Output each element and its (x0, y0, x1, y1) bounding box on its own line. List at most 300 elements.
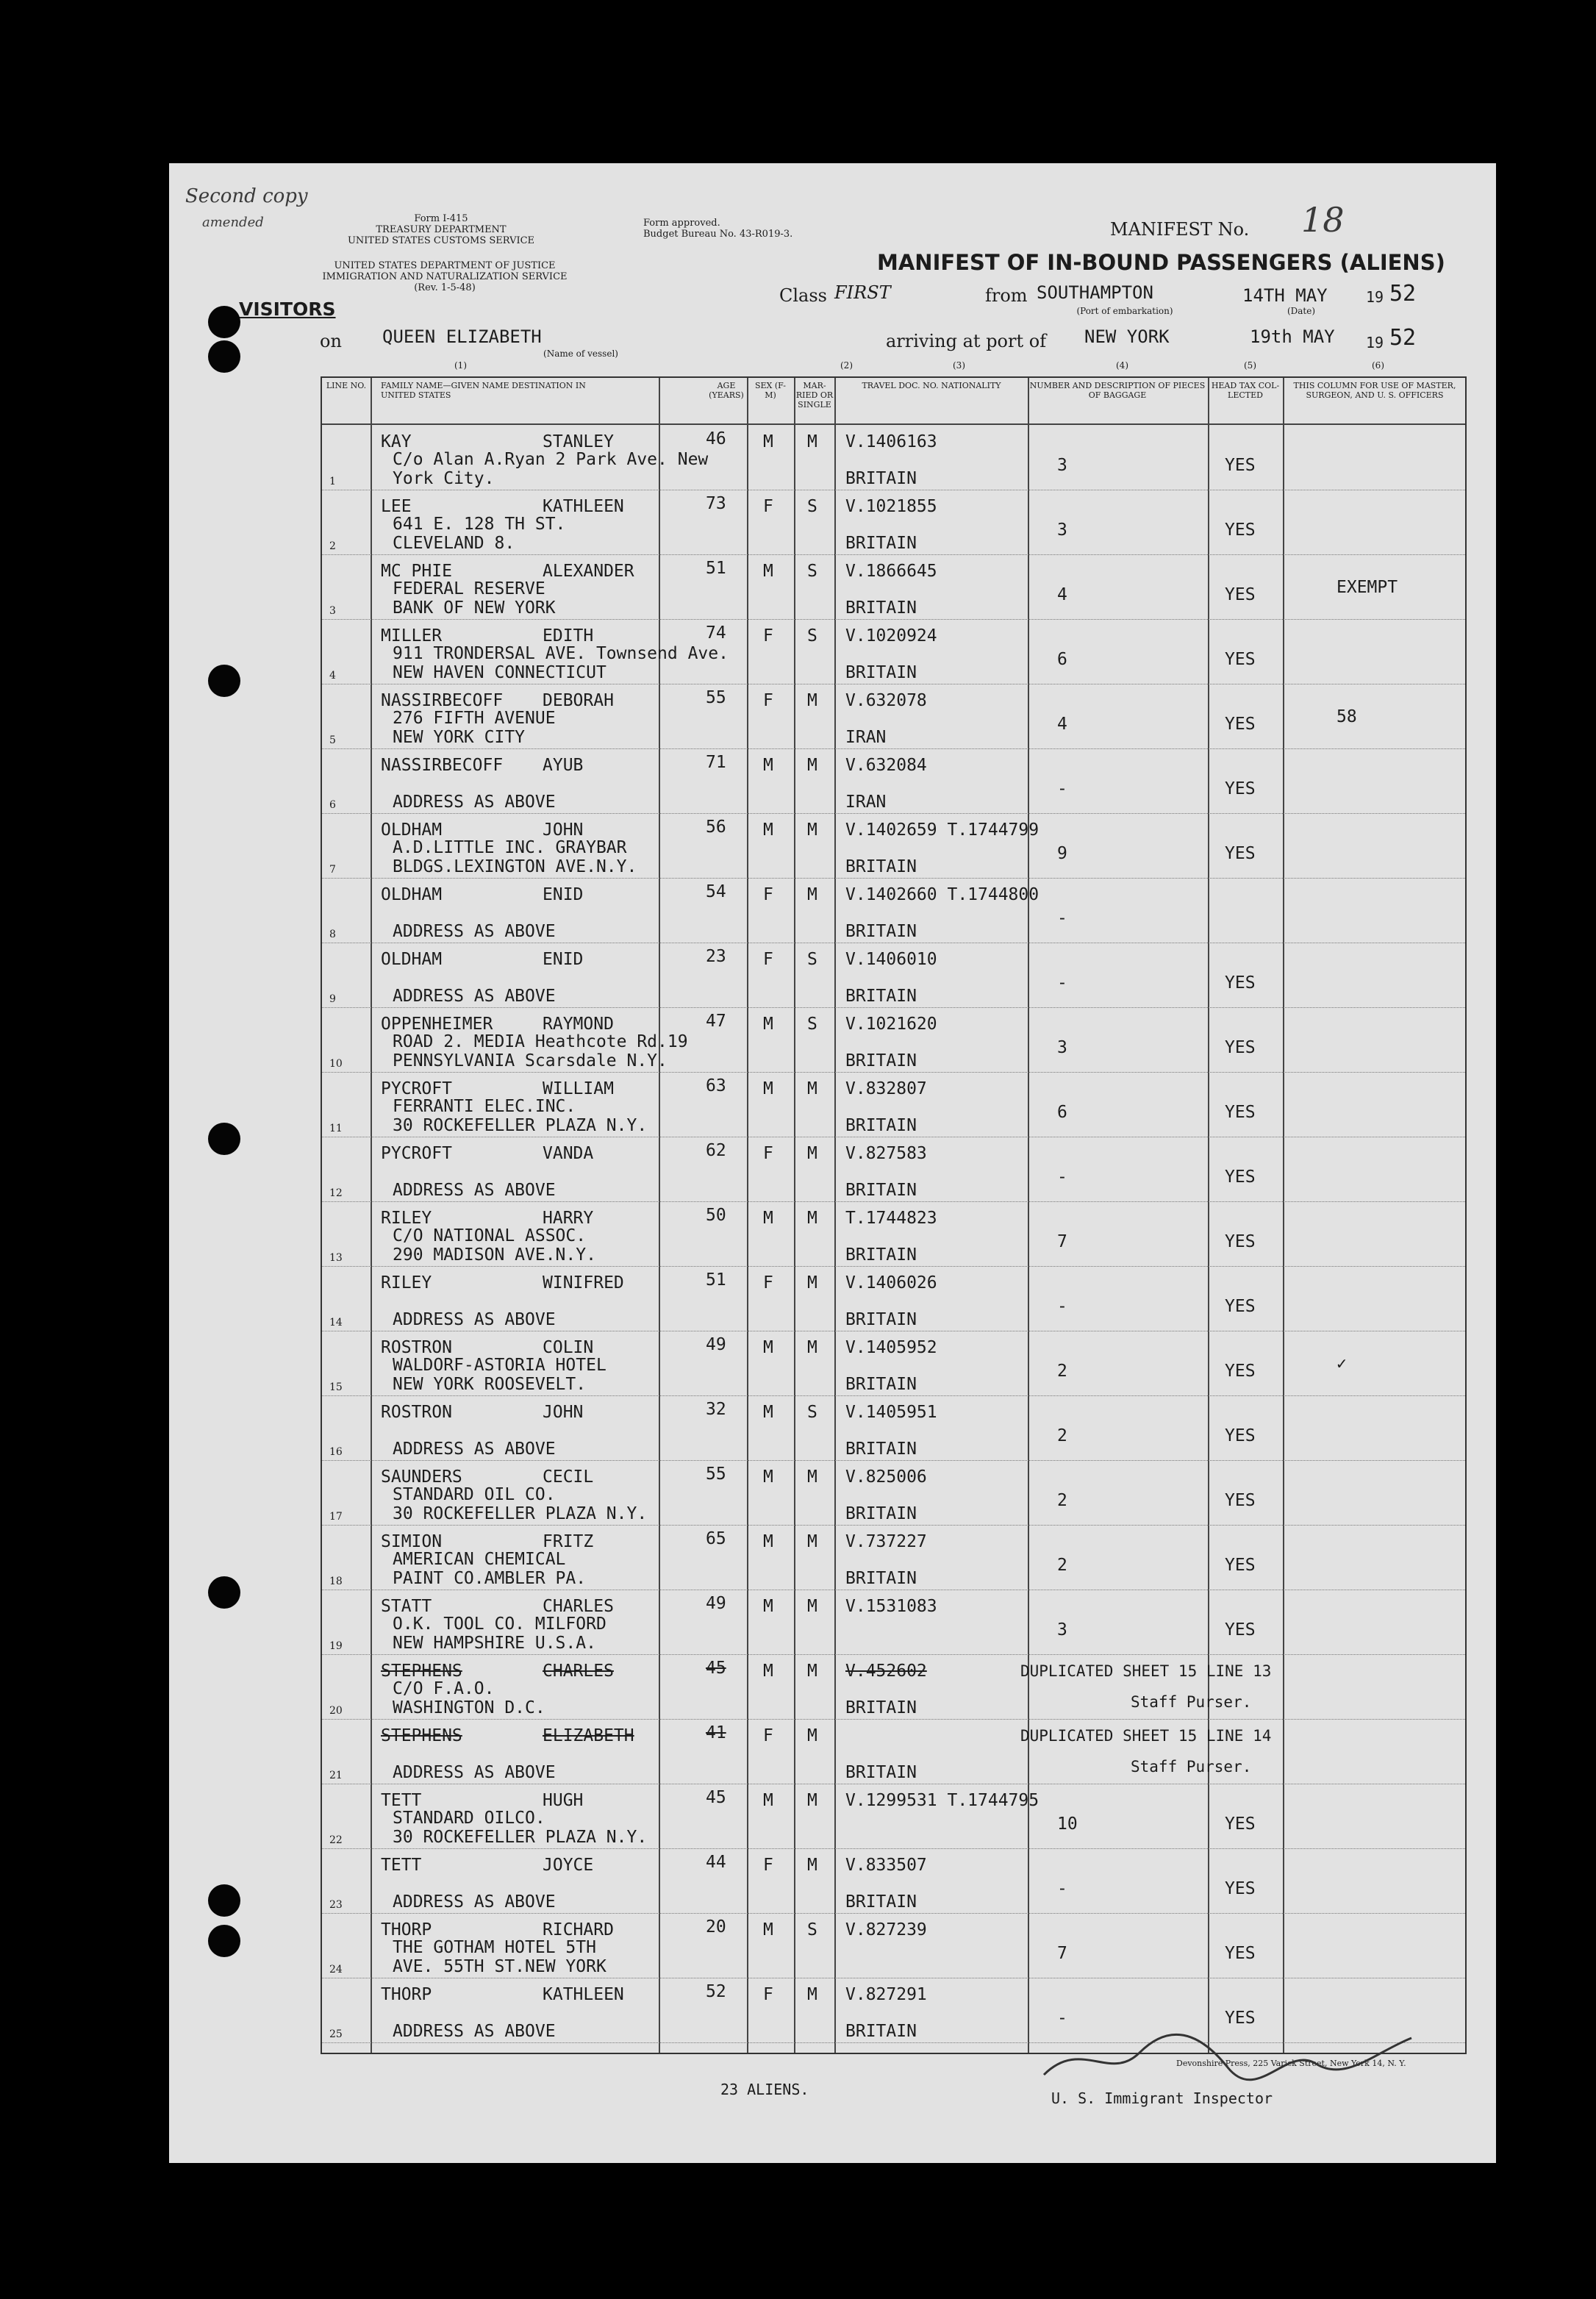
travel-doc: V.1020924 (845, 626, 937, 646)
family-name: LEE (381, 497, 412, 516)
line-number: 21 (329, 1770, 343, 1781)
port-arrival: NEW YORK (1084, 326, 1170, 347)
sex: F (763, 1726, 773, 1745)
table-row (322, 944, 1465, 1008)
table-row (322, 879, 1465, 943)
manifest-title: MANIFEST OF IN-BOUND PASSENGERS (ALIENS) (877, 250, 1445, 275)
nationality: BRITAIN (845, 1051, 917, 1070)
baggage: 2 (1057, 1556, 1067, 1575)
family-name: STEPHENS (381, 1726, 462, 1745)
age: 51 (706, 1270, 726, 1290)
treasury-dept: TREASURY DEPARTMENT (376, 224, 507, 235)
vessel-name: QUEEN ELIZABETH (382, 326, 542, 347)
given-name: ENID (543, 950, 584, 969)
baggage: - (1057, 1879, 1067, 1898)
line-number: 18 (329, 1576, 343, 1587)
row-separator (322, 748, 1465, 749)
header-baggage: NUMBER AND DESCRIPTION OF PIECES OF BAGGAGE (1029, 381, 1206, 400)
baggage: 3 (1057, 1038, 1067, 1057)
line-number: 12 (329, 1187, 343, 1199)
family-name: MC PHIE (381, 562, 452, 581)
col-num-3: (3) (953, 360, 965, 371)
row-separator (322, 554, 1465, 555)
baggage: 4 (1057, 715, 1067, 734)
line-number: 17 (329, 1511, 343, 1523)
baggage: 4 (1057, 585, 1067, 604)
destination-line-2: ADDRESS AS ABOVE (393, 1763, 556, 1782)
destination-line-2: NEW HAMPSHIRE U.S.A. (393, 1634, 596, 1653)
baggage: 3 (1057, 521, 1067, 540)
sex: M (763, 1338, 773, 1357)
head-tax: YES (1225, 973, 1256, 993)
baggage: 2 (1057, 1426, 1067, 1445)
marital-status: M (807, 1338, 817, 1357)
punch-hole (208, 1576, 240, 1609)
head-tax: YES (1225, 1814, 1256, 1834)
destination-line-1: A.D.LITTLE INC. GRAYBAR (393, 838, 627, 857)
row-separator (322, 1072, 1465, 1073)
marital-status: M (807, 1726, 817, 1745)
nationality: BRITAIN (845, 922, 917, 941)
justice-block (316, 260, 573, 293)
marital-status: M (807, 1662, 817, 1681)
given-name: VANDA (543, 1144, 594, 1163)
sex: M (763, 1209, 773, 1228)
destination-line-2: ADDRESS AS ABOVE (393, 987, 556, 1006)
sex: F (763, 691, 773, 710)
row-separator (322, 1525, 1465, 1526)
marital-status: S (807, 562, 817, 581)
nationality: BRITAIN (845, 1375, 917, 1394)
nationality: BRITAIN (845, 857, 917, 876)
given-name: CHARLES (543, 1662, 614, 1681)
punch-hole (208, 306, 240, 338)
given-name: CECIL (543, 1467, 594, 1487)
row-separator (322, 1719, 1465, 1720)
family-name: OLDHAM (381, 885, 443, 904)
from-label: from (985, 285, 1028, 306)
nationality: BRITAIN (845, 469, 917, 488)
punch-hole (208, 1925, 240, 1957)
table-row (322, 1591, 1465, 1655)
header-headtax: HEAD TAX COL-LECTED (1211, 381, 1280, 400)
travel-doc: V.1405951 (845, 1403, 937, 1422)
travel-doc: V.827239 (845, 1920, 927, 1939)
marital-status: S (807, 1920, 817, 1939)
header-officers: THIS COLUMN FOR USE OF MASTER, SURGEON, AND U. S. OFFICERS (1293, 381, 1456, 400)
head-tax: YES (1225, 1879, 1256, 1898)
family-name: KAY (381, 432, 412, 451)
given-name: DEBORAH (543, 691, 614, 710)
given-name: ELIZABETH (543, 1726, 634, 1745)
given-name: EDITH (543, 626, 594, 646)
age: 45 (706, 1659, 726, 1678)
age: 54 (706, 882, 726, 901)
row-separator (322, 813, 1465, 814)
baggage: - (1057, 1297, 1067, 1316)
age: 50 (706, 1206, 726, 1225)
travel-doc: V.832807 (845, 1079, 927, 1098)
line-number: 5 (329, 734, 336, 746)
baggage: 6 (1057, 1103, 1067, 1122)
baggage: 10 (1057, 1814, 1078, 1834)
sex: F (763, 950, 773, 969)
nationality: BRITAIN (845, 1569, 917, 1588)
line-number: 14 (329, 1317, 343, 1329)
sex: F (763, 626, 773, 646)
sex: M (763, 1791, 773, 1810)
head-tax: YES (1225, 1297, 1256, 1316)
given-name: RAYMOND (543, 1015, 614, 1034)
age: 46 (706, 429, 726, 448)
nationality: BRITAIN (845, 1504, 917, 1523)
line-number: 4 (329, 670, 336, 682)
travel-doc: V.1402659 T.1744799 (845, 820, 1039, 840)
year-prefix-2: 19 (1366, 334, 1384, 351)
destination-line-2: WASHINGTON D.C. (393, 1698, 545, 1717)
age: 74 (706, 623, 726, 643)
baggage: - (1057, 2009, 1067, 2028)
line-number: 1 (329, 476, 336, 487)
table-row (322, 1073, 1465, 1137)
family-name: NASSIRBECOFF (381, 691, 504, 710)
age: 45 (706, 1788, 726, 1807)
line-number: 2 (329, 540, 336, 552)
sex: F (763, 885, 773, 904)
baggage: DUPLICATED SHEET 15 LINE 13 (1020, 1662, 1272, 1680)
inspector-caption: U. S. Immigrant Inspector (1051, 2089, 1273, 2107)
row-separator (322, 1266, 1465, 1267)
baggage: - (1057, 973, 1067, 993)
destination-line-2: PAINT CO.AMBLER PA. (393, 1569, 587, 1588)
destination-line-2: BLDGS.LEXINGTON AVE.N.Y. (393, 857, 637, 876)
justice-dept: UNITED STATES DEPARTMENT OF JUSTICE (334, 260, 556, 271)
family-name: RILEY (381, 1273, 432, 1292)
date-embarkation: 14TH MAY (1242, 285, 1328, 306)
date-arrival: 19th MAY (1250, 326, 1335, 347)
head-tax: YES (1225, 1362, 1256, 1381)
year-suffix-2: 52 (1389, 325, 1417, 351)
officer-note: EXEMPT (1336, 578, 1398, 597)
header-rule (322, 423, 1465, 425)
marital-status: S (807, 1403, 817, 1422)
sex: F (763, 1856, 773, 1875)
marital-status: M (807, 1856, 817, 1875)
given-name: KATHLEEN (543, 1985, 624, 2004)
line-number: 24 (329, 1964, 343, 1976)
family-name: THORP (381, 1985, 432, 2004)
col-num-4: (4) (1116, 360, 1128, 371)
destination-line-1: C/O F.A.O. (393, 1679, 495, 1698)
line-number: 19 (329, 1640, 343, 1652)
destination-line-2: NEW HAVEN CONNECTICUT (393, 663, 606, 682)
travel-doc: V.1531083 (845, 1597, 937, 1616)
row-separator (322, 878, 1465, 879)
line-number: 3 (329, 605, 336, 617)
amended-note: amended (202, 215, 264, 230)
destination-line-2: NEW YORK ROOSEVELT. (393, 1375, 587, 1394)
given-name: HUGH (543, 1791, 584, 1810)
age: 32 (706, 1400, 726, 1419)
head-tax: Staff Purser. (1131, 1693, 1252, 1711)
col-num-1: (1) (454, 360, 467, 371)
form-block (338, 213, 544, 246)
col-num-2: (2) (840, 360, 853, 371)
travel-doc: V.825006 (845, 1467, 927, 1487)
row-separator (322, 1913, 1465, 1914)
destination-line-2: ADDRESS AS ABOVE (393, 922, 556, 941)
destination-line-1: STANDARD OIL CO. (393, 1485, 556, 1504)
family-name: SAUNDERS (381, 1467, 462, 1487)
family-name: THORP (381, 1920, 432, 1939)
destination-line-1: O.K. TOOL CO. MILFORD (393, 1615, 606, 1634)
header-name: FAMILY NAME—GIVEN NAME DESTINATION IN UNITED STATES (381, 381, 586, 400)
destination-line-2: ADDRESS AS ABOVE (393, 1892, 556, 1912)
age: 63 (706, 1076, 726, 1095)
marital-status: M (807, 1209, 817, 1228)
destination-line-2: NEW YORK CITY (393, 728, 526, 747)
nationality: BRITAIN (845, 1310, 917, 1329)
nationality: IRAN (845, 728, 887, 747)
table-row (322, 1009, 1465, 1073)
line-number: 15 (329, 1381, 343, 1393)
family-name: OLDHAM (381, 950, 443, 969)
given-name: ALEXANDER (543, 562, 634, 581)
printer-credit: Devonshire Press, 225 Varick Street, New York 14, N. Y. (1176, 2059, 1406, 2068)
nationality: BRITAIN (845, 1245, 917, 1265)
table-row (322, 556, 1465, 620)
table-row (322, 685, 1465, 749)
family-name: MILLER (381, 626, 443, 646)
travel-doc: V.737227 (845, 1532, 927, 1551)
destination-line-1: FERRANTI ELEC.INC. (393, 1097, 576, 1116)
destination-line-2: BANK OF NEW YORK (393, 598, 556, 618)
nationality: IRAN (845, 793, 887, 812)
date-caption: (Date) (1287, 306, 1316, 316)
given-name: AYUB (543, 756, 584, 775)
punch-hole (208, 1884, 240, 1917)
destination-line-1: FEDERAL RESERVE (393, 579, 545, 598)
punch-hole (208, 665, 240, 697)
family-name: RILEY (381, 1209, 432, 1228)
manifest-label: MANIFEST No. (1110, 219, 1250, 240)
table-row (322, 1397, 1465, 1461)
head-tax: YES (1225, 844, 1256, 863)
marital-status: S (807, 497, 817, 516)
port-embarkation: SOUTHAMPTON (1037, 282, 1153, 303)
head-tax: YES (1225, 1103, 1256, 1122)
marital-status: M (807, 820, 817, 840)
destination-line-1: C/O NATIONAL ASSOC. (393, 1226, 587, 1245)
nationality: BRITAIN (845, 1440, 917, 1459)
age: 56 (706, 818, 726, 837)
age: 55 (706, 688, 726, 707)
manifest-page (169, 163, 1496, 2163)
destination-line-2: ADDRESS AS ABOVE (393, 1181, 556, 1200)
form-approved: Form approved. (643, 218, 720, 229)
vessel-caption: (Name of vessel) (543, 348, 618, 359)
marital-status: M (807, 1079, 817, 1098)
given-name: JOYCE (543, 1856, 594, 1875)
header-line: LINE NO. (326, 381, 367, 390)
row-separator (322, 1460, 1465, 1461)
family-name: OLDHAM (381, 820, 443, 840)
given-name: JOHN (543, 820, 584, 840)
baggage: 7 (1057, 1232, 1067, 1251)
travel-doc: V.1866645 (845, 562, 937, 581)
destination-line-2: ADDRESS AS ABOVE (393, 1440, 556, 1459)
family-name: PYCROFT (381, 1079, 452, 1098)
baggage: 7 (1057, 1944, 1067, 1963)
destination-line-2: ADDRESS AS ABOVE (393, 2022, 556, 2041)
given-name: WINIFRED (543, 1273, 624, 1292)
given-name: CHARLES (543, 1597, 614, 1616)
age: 49 (706, 1335, 726, 1354)
given-name: COLIN (543, 1338, 594, 1357)
destination-line-2: 30 ROCKEFELLER PLAZA N.Y. (393, 1116, 648, 1135)
customs-service: UNITED STATES CUSTOMS SERVICE (347, 235, 535, 246)
sex: M (763, 1597, 773, 1616)
year-prefix-1: 19 (1366, 288, 1384, 306)
given-name: ENID (543, 885, 584, 904)
row-separator (322, 1848, 1465, 1849)
budget-bureau: Budget Bureau No. 43-R019-3. (643, 229, 793, 240)
table-row (322, 621, 1465, 684)
age: 62 (706, 1141, 726, 1160)
baggage: 3 (1057, 1620, 1067, 1640)
head-tax: YES (1225, 2009, 1256, 2028)
marital-status: M (807, 1791, 817, 1810)
sex: M (763, 756, 773, 775)
row-separator (322, 619, 1465, 620)
destination-line-1: THE GOTHAM HOTEL 5TH (393, 1938, 596, 1957)
age: 20 (706, 1917, 726, 1937)
travel-doc: V.632084 (845, 756, 927, 775)
travel-doc: V.827583 (845, 1144, 927, 1163)
sex: F (763, 497, 773, 516)
table-row (322, 815, 1465, 879)
sex: M (763, 1403, 773, 1422)
age: 44 (706, 1853, 726, 1872)
age: 55 (706, 1465, 726, 1484)
marital-status: S (807, 1015, 817, 1034)
line-number: 20 (329, 1705, 343, 1717)
line-number: 13 (329, 1252, 343, 1264)
sex: F (763, 1273, 773, 1292)
row-separator (322, 1007, 1465, 1008)
destination-line-2: 290 MADISON AVE.N.Y. (393, 1245, 596, 1265)
travel-doc: T.1744823 (845, 1209, 937, 1228)
col-num-6: (6) (1372, 360, 1384, 371)
nationality: BRITAIN (845, 598, 917, 618)
baggage: - (1057, 1168, 1067, 1187)
sex: M (763, 1532, 773, 1551)
nationality: BRITAIN (845, 987, 917, 1006)
baggage: 2 (1057, 1491, 1067, 1510)
head-tax: YES (1225, 1038, 1256, 1057)
family-name: ROSTRON (381, 1403, 452, 1422)
table-row (322, 750, 1465, 814)
family-name: SIMION (381, 1532, 443, 1551)
destination-line-1: 911 TRONDERSAL AVE. Townsend Ave. (393, 644, 729, 663)
nationality: BRITAIN (845, 1181, 917, 1200)
destination-line-1: AMERICAN CHEMICAL (393, 1550, 566, 1569)
class-label: Class (779, 285, 827, 306)
table-row (322, 1914, 1465, 1978)
travel-doc: V.833507 (845, 1856, 927, 1875)
destination-line-2: ADDRESS AS ABOVE (393, 1310, 556, 1329)
line-number: 22 (329, 1834, 343, 1846)
given-name: STANLEY (543, 432, 614, 451)
baggage: 3 (1057, 456, 1067, 475)
age: 23 (706, 947, 726, 966)
inspector-signature (1037, 2023, 1419, 2089)
head-tax: YES (1225, 521, 1256, 540)
header-travel: TRAVEL DOC. NO. NATIONALITY (862, 381, 1001, 390)
arriving-label: arriving at port of (886, 331, 1047, 351)
travel-doc: V.452602 (845, 1662, 927, 1681)
baggage: 9 (1057, 844, 1067, 863)
line-number: 23 (329, 1899, 343, 1911)
table-row (322, 1656, 1465, 1720)
given-name: HARRY (543, 1209, 594, 1228)
table-row (322, 1462, 1465, 1526)
travel-doc: V.1406163 (845, 432, 937, 451)
officer-note: ✓ (1336, 1354, 1347, 1373)
destination-line-1: 276 FIFTH AVENUE (393, 709, 556, 728)
head-tax: YES (1225, 779, 1256, 798)
approval-block (643, 218, 792, 240)
table-row (322, 1785, 1465, 1849)
nationality: BRITAIN (845, 1116, 917, 1135)
head-tax: YES (1225, 1944, 1256, 1963)
given-name: JOHN (543, 1403, 584, 1422)
travel-doc: V.632078 (845, 691, 927, 710)
line-number: 11 (329, 1123, 343, 1134)
age: 71 (706, 753, 726, 772)
line-number: 8 (329, 929, 336, 940)
year-suffix-1: 52 (1389, 281, 1417, 307)
marital-status: M (807, 1532, 817, 1551)
head-tax: YES (1225, 1426, 1256, 1445)
given-name: FRITZ (543, 1532, 594, 1551)
header-age: AGE (YEARS) (709, 381, 744, 400)
line-number: 6 (329, 799, 336, 811)
sex: M (763, 1662, 773, 1681)
table-row (322, 1203, 1465, 1267)
destination-line-1: C/o Alan A.Ryan 2 Park Ave. New (393, 450, 709, 469)
head-tax: YES (1225, 650, 1256, 669)
age: 73 (706, 494, 726, 513)
destination-line-2: ADDRESS AS ABOVE (393, 793, 556, 812)
travel-doc: V.1021855 (845, 497, 937, 516)
travel-doc: V.1021620 (845, 1015, 937, 1034)
punch-hole (208, 1123, 240, 1155)
age: 49 (706, 1594, 726, 1613)
marital-status: M (807, 1144, 817, 1163)
table-row (322, 1138, 1465, 1202)
sex: M (763, 1015, 773, 1034)
age: 51 (706, 559, 726, 578)
nationality: BRITAIN (845, 534, 917, 553)
family-name: PYCROFT (381, 1144, 452, 1163)
destination-line-2: CLEVELAND 8. (393, 534, 515, 553)
head-tax: YES (1225, 1556, 1256, 1575)
manifest-number: 18 (1301, 200, 1345, 240)
family-name: STEPHENS (381, 1662, 462, 1681)
ins-label: IMMIGRATION AND NATURALIZATION SERVICE (322, 271, 568, 282)
destination-line-1: ROAD 2. MEDIA Heathcote Rd.19 (393, 1032, 688, 1051)
